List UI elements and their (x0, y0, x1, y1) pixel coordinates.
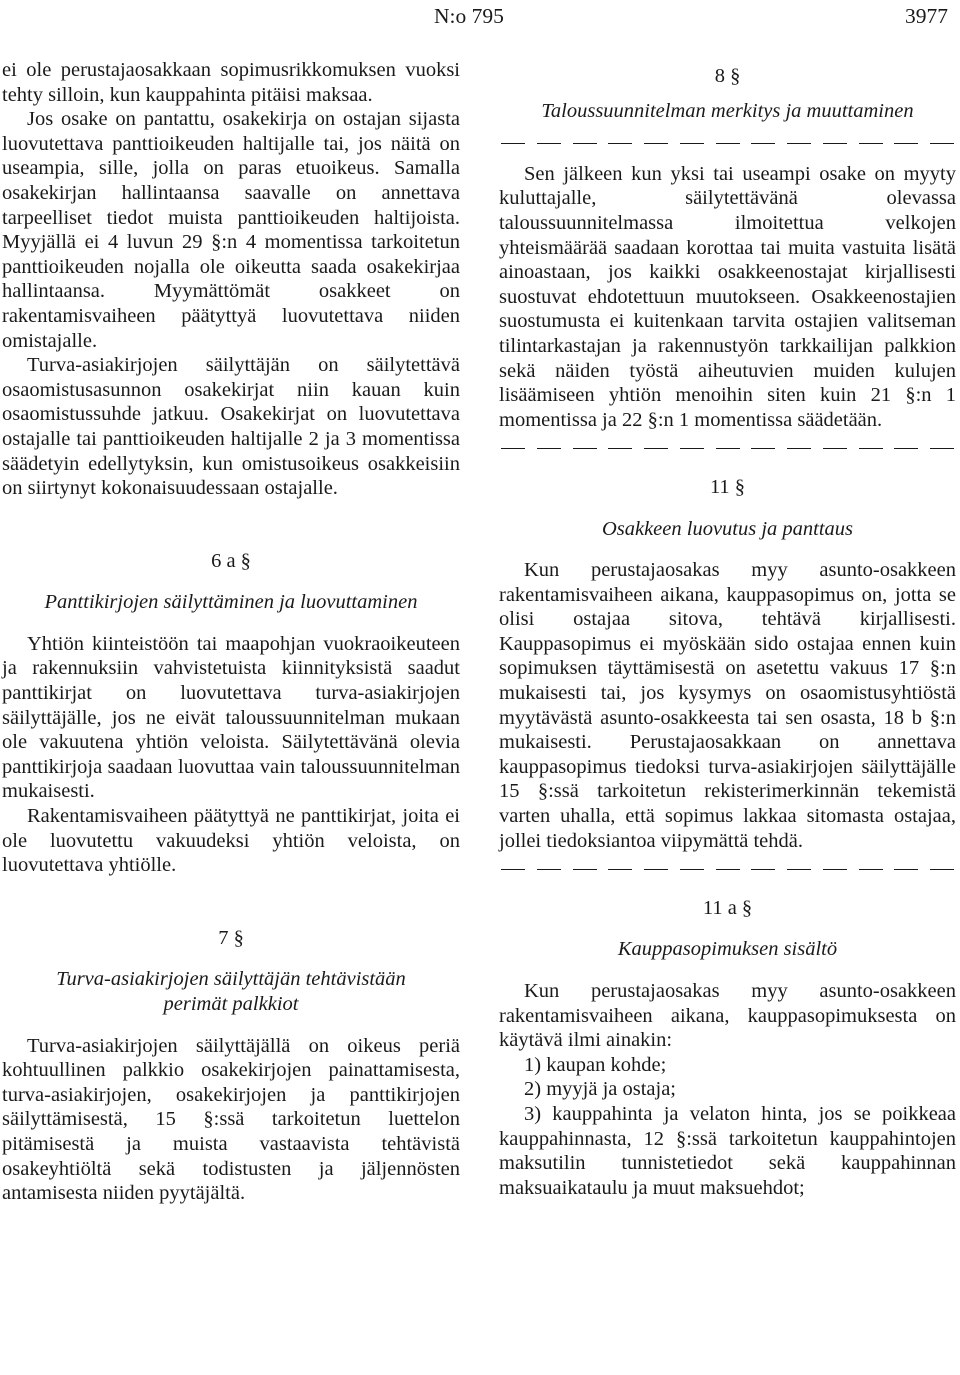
issue-number: N:o 795 (434, 4, 504, 28)
section-number: 7 § (218, 926, 244, 949)
omission-dashes (499, 436, 956, 461)
section-number: 11 § (709, 475, 746, 498)
section-title: Turva-asiakirjojen säilyttäjän tehtävistään perimät palkkiot (56, 968, 406, 1015)
paragraph: Kun perustajaosakas myy asunto-osakkeen rakentamisvaiheen aikana, kauppasopimuksesta on käytävä ilmi ainakin: (499, 980, 956, 1052)
left-column (2, 58, 460, 1206)
section-title: Taloussuunnitelman merkitys ja muuttaminen (541, 99, 914, 122)
section-title: Kauppasopimuksen sisältö (617, 938, 838, 961)
paragraph: Jos osake on pantattu, osakekirja on ostajan sijasta luovutettava panttioikeuden haltijalle tai, jos näitä on useampia, sille, jolla on paras etuoikeus. Samalla osakekirjan hallintaansa saavalle on annettava tarpeelliset tiedot muista panttioikeuden haltijoista. Myyjällä ei 4 luvun 29 §:n 4 momentissa tarkoitetun panttioikeuden nojalla ole oikeutta saada osakekirjaa hallintaansa. Myymättömät osakkeet on rakentamisvaiheen päätyttyä luovutettava niiden omistajalle. (2, 108, 460, 352)
list-item: 3) kauppahinta ja velaton hinta, jos se poikkeaa kauppahinnasta, 12 §:ssä tarkoitetun kauppahintojen maksutilin tunnistetiedot sekä kauppahinnan maksuaikataulu ja muut maksuehdot; (499, 1102, 956, 1199)
section-title: Panttikirjojen säilyttäminen ja luovuttaminen (44, 591, 418, 614)
paragraph: Turva-asiakirjojen säilyttäjällä on oikeus periä kohtuullinen palkkio osakekirjojen painattamisesta, turva-asiakirjojen, osakekirjojen ja panttikirjojen säilyttämisestä, 15 §:ssä tarkoitetun luettelon pitämisestä ja muista vastaavista tehtävistä osakeyhtiöltä sekä todistusten ja jäljennösten antamisesta niiden pyytäjältä. (2, 1034, 460, 1205)
paragraph: Turva-asiakirjojen säilyttäjän on säilytettävä osaomistusasunnon osakekirjat niin kauan kuin osaomistussuhde jatkuu. Osakekirjat on luovutettava ostajalle tai panttioikeuden haltijalle 2 ja 3 momentissa säädetyin edellytyksin, kun omistusoikeus osakkeisiin on siirtynyt kokonaisuudessaan ostajalle. (2, 354, 460, 500)
list-item: 2) myyjä ja ostaja; (524, 1078, 676, 1101)
section-number: 6 a § (211, 549, 251, 572)
page-header (0, 2, 960, 30)
paragraph: Rakentamisvaiheen päätyttyä ne panttikirjat, joita ei ole luovutettu vakuudeksi yhtiön veloista, on luovutettava yhtiölle. (2, 805, 460, 877)
page-number: 3977 (905, 4, 948, 28)
right-column (499, 58, 956, 1200)
omission-dashes (499, 131, 956, 156)
omission-dashes (499, 857, 956, 882)
section-number: 11 a § (702, 896, 753, 919)
paragraph: Yhtiön kiinteistöön tai maapohjan vuokraoikeuteen ja rakennuksiin vahvistetuista kiinnityksistä saadut panttikirjat on luovutettava turva-asiakirjojen säilyttäjälle, jos ne eivät taloussuunnitelman mukaan ole vakuutena yhtiön veloista. Säilytettävänä olevia panttikirjoja saadaan luovuttaa vain taloussuunnitelman mukaisesti. (2, 632, 460, 803)
section-number: 8 § (714, 65, 741, 87)
list-item: 1) kaupan kohde; (524, 1053, 667, 1076)
continuation-paragraph: ei ole perustajaosakkaan sopimusrikkomuksen vuoksi tehty silloin, kun kauppahinta pitäisi maksaa. (2, 59, 460, 106)
paragraph: Kun perustajaosakas myy asunto-osakkeen rakentamisvaiheen aikana, kauppasopimus on, jotta se olisi ostajaa sitova, tehtävä kirjallisesti. Kauppasopimus ei myöskään sido ostajaa ennen kuin sopimuksen täyttämisestä on asetettu vakuus 17 §:n mukaisesti tai, jos kysymys on osaomistusyhtiöstä myytävästä asunto-osakkeesta tai sen osasta, 18 b §:n mukaisesti. Perustajaosakkaan on annettava kauppasopimus tiedoksi turva-asiakirjojen säilyttäjälle 15 §:ssä tarkoitetun rekisterimerkinnän tekemistä varten uhalla, että sopimus lakkaa sitomasta ostajaa, jollei tiedoksiantoa viipymättä tehdä. (499, 559, 956, 852)
paragraph: Sen jälkeen kun yksi tai useampi osake on myyty kuluttajalle, säilytettävänä olevassa taloussuunnitelmassa ilmoitettua velkojen yhteismäärää saadaan korottaa tai muita vastuita lisätä ainoastaan, jos kaikki osakkeenostajat kirjallisesti suostuvat ehdotettuun muutokseen. Osakkeenostajien suostumusta ei kuitenkaan tarvita ostajien valitseman tilintarkastajan ja rakennustyön tarkkailijan palkkion sekä näiden työstä aiheutuvien muiden kulujen lisäämiseen yhtiön menoihin siten kuin 21 §:n 1 momentissa ja 22 §:n 1 momentissa säädetään. (499, 162, 956, 431)
section-title: Osakkeen luovutus ja panttaus (601, 517, 854, 540)
